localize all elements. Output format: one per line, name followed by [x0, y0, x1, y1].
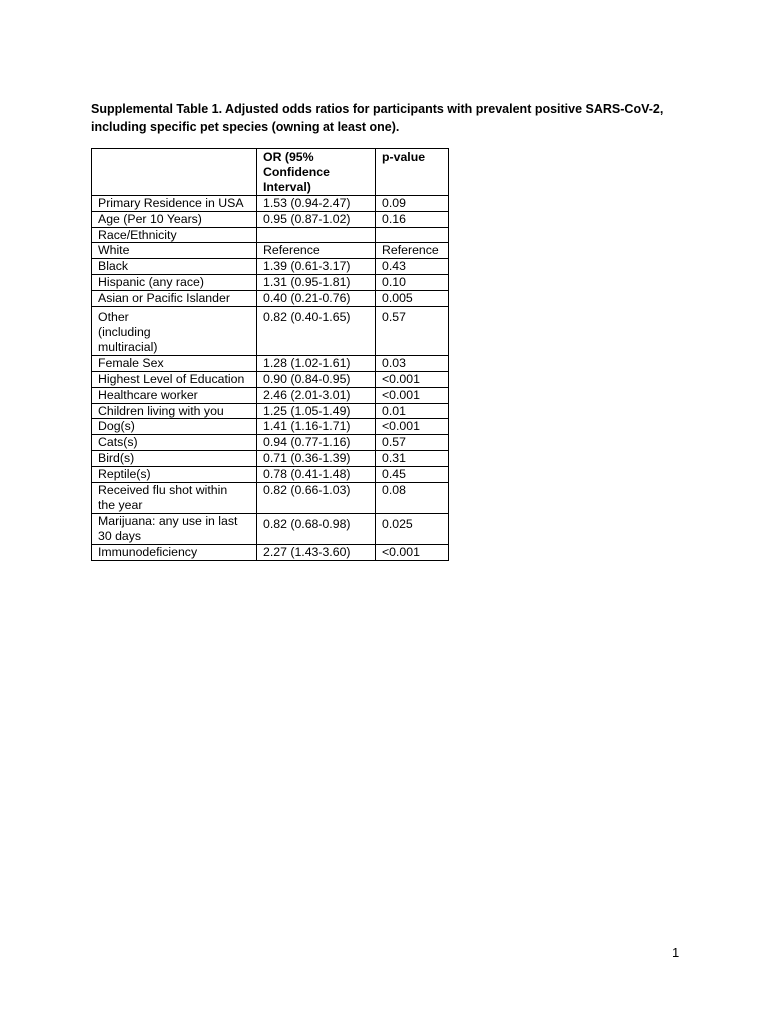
table-header-row — [92, 149, 449, 196]
header-or — [257, 149, 376, 196]
row-label: Age (Per 10 Years) — [92, 211, 257, 227]
table-row — [92, 371, 449, 387]
row-or: 0.71 (0.36-1.39) — [257, 451, 376, 467]
row-or: 1.53 (0.94-2.47) — [257, 195, 376, 211]
row-or: 2.46 (2.01-3.01) — [257, 387, 376, 403]
header-or-line-1: OR (95% — [263, 150, 314, 164]
table-row — [92, 403, 449, 419]
row-label: Race/Ethnicity — [92, 227, 257, 243]
row-p: 0.09 — [376, 195, 449, 211]
row-label: Immunodeficiency — [92, 544, 257, 560]
row-or: Reference — [257, 243, 376, 259]
row-p: 0.57 — [376, 307, 449, 356]
table-row — [92, 243, 449, 259]
row-label-line-1: Received flu shot within — [98, 483, 228, 498]
table-row — [92, 355, 449, 371]
row-p: 0.08 — [376, 483, 449, 514]
table-row — [92, 259, 449, 275]
row-label: Healthcare worker — [92, 387, 257, 403]
row-p: 0.31 — [376, 451, 449, 467]
row-p: <0.001 — [376, 544, 449, 560]
row-p — [376, 227, 449, 243]
row-label-line-2: the year — [98, 497, 143, 512]
row-label-line-1: Other — [98, 310, 129, 325]
header-p-value: p-value — [376, 149, 449, 196]
row-or: 0.40 (0.21-0.76) — [257, 291, 376, 307]
row-label: Black — [92, 259, 257, 275]
table-row — [92, 483, 449, 514]
row-p: 0.43 — [376, 259, 449, 275]
row-or: 2.27 (1.43-3.60) — [257, 544, 376, 560]
table-row — [92, 195, 449, 211]
table-row — [92, 419, 449, 435]
header-or-line-2: Confidence — [263, 164, 330, 179]
row-label-line-1: Marijuana: any use in last — [98, 513, 238, 528]
table-row — [92, 227, 449, 243]
row-label-line-2: (including — [98, 324, 151, 339]
row-or: 0.90 (0.84-0.95) — [257, 371, 376, 387]
caption-line-1: Supplemental Table 1. Adjusted odds ratios for participants with prevalent positive SARS-CoV-2, — [91, 102, 664, 116]
row-or: 0.78 (0.41-1.48) — [257, 467, 376, 483]
row-p: 0.57 — [376, 435, 449, 451]
row-label: Cats(s) — [92, 435, 257, 451]
row-or: 0.82 (0.68-0.98) — [257, 513, 376, 544]
table-row — [92, 307, 449, 356]
row-label: Highest Level of Education — [92, 371, 257, 387]
row-p: Reference — [376, 243, 449, 259]
row-or: 0.82 (0.40-1.65) — [257, 307, 376, 356]
row-label — [92, 483, 257, 514]
caption-line-2: including specific pet species (owning at least one). — [91, 120, 400, 134]
row-or: 0.82 (0.66-1.03) — [257, 483, 376, 514]
row-or: 1.31 (0.95-1.81) — [257, 275, 376, 291]
row-label-line-2: 30 days — [98, 528, 142, 543]
row-p: <0.001 — [376, 387, 449, 403]
row-label: Reptile(s) — [92, 467, 257, 483]
row-or: 1.25 (1.05-1.49) — [257, 403, 376, 419]
row-label: Asian or Pacific Islander — [92, 291, 257, 307]
row-label: Bird(s) — [92, 451, 257, 467]
row-label: Hispanic (any race) — [92, 275, 257, 291]
row-p: 0.16 — [376, 211, 449, 227]
row-label: White — [92, 243, 257, 259]
row-label: Dog(s) — [92, 419, 257, 435]
row-or — [257, 227, 376, 243]
row-label — [92, 513, 257, 544]
table-row — [92, 435, 449, 451]
page-number: 1 — [672, 945, 680, 960]
row-label-line-3: multiracial) — [98, 339, 158, 354]
row-label: Children living with you — [92, 403, 257, 419]
header-label-cell — [92, 149, 257, 196]
row-or: 1.39 (0.61-3.17) — [257, 259, 376, 275]
row-or: 1.28 (1.02-1.61) — [257, 355, 376, 371]
row-label: Primary Residence in USA — [92, 195, 257, 211]
table-row — [92, 291, 449, 307]
row-p: 0.10 — [376, 275, 449, 291]
table-row — [92, 275, 449, 291]
table-row — [92, 544, 449, 560]
row-or: 0.95 (0.87-1.02) — [257, 211, 376, 227]
row-p: 0.45 — [376, 467, 449, 483]
row-p: <0.001 — [376, 419, 449, 435]
table-row — [92, 211, 449, 227]
row-p: 0.025 — [376, 513, 449, 544]
odds-ratio-table — [91, 148, 449, 561]
header-or-line-3: Interval) — [263, 179, 311, 194]
row-p: 0.03 — [376, 355, 449, 371]
row-label: Female Sex — [92, 355, 257, 371]
table-caption — [91, 100, 691, 136]
table-row — [92, 467, 449, 483]
row-or: 1.41 (1.16-1.71) — [257, 419, 376, 435]
row-label — [92, 307, 257, 356]
row-p: 0.005 — [376, 291, 449, 307]
row-or: 0.94 (0.77-1.16) — [257, 435, 376, 451]
table-row — [92, 513, 449, 544]
table-row — [92, 387, 449, 403]
row-p: <0.001 — [376, 371, 449, 387]
table-row — [92, 451, 449, 467]
row-p: 0.01 — [376, 403, 449, 419]
